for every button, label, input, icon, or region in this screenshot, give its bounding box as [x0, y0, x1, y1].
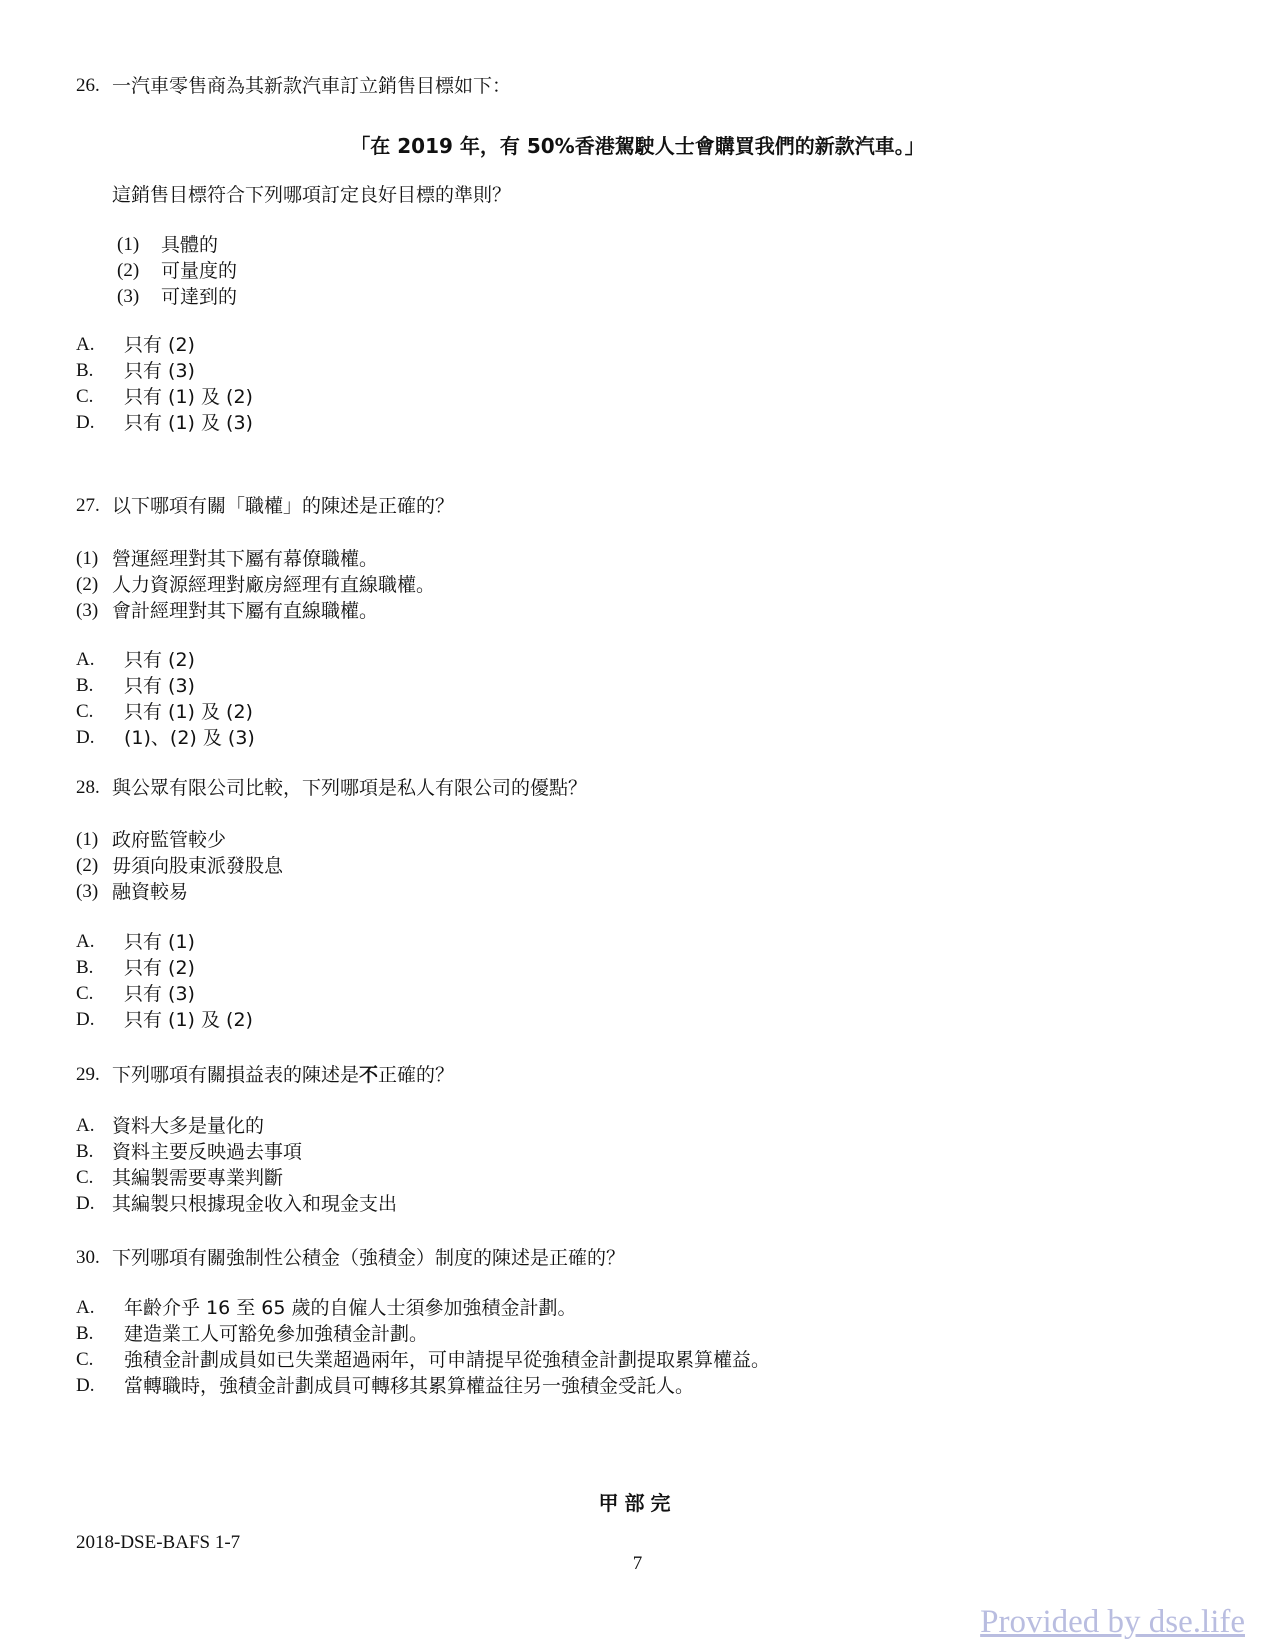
q26-option-c: 只有 (1) 及 (2) — [124, 386, 253, 408]
q30-option-d: 當轉職時，強積金計劃成員可轉移其累算權益往另一強積金受託人。 — [124, 1375, 695, 1397]
q29-option-d: 其編製只根據現金收入和現金支出 — [112, 1193, 398, 1215]
q26-stem: 一汽車零售商為其新款汽車訂立銷售目標如下： — [112, 75, 512, 97]
q27-statement-num: (1) — [76, 548, 99, 569]
q28-option-a: 只有 (1) — [124, 931, 195, 953]
q28-option-letter: C. — [76, 983, 94, 1004]
section-end-heading: 甲部完 — [598, 1491, 677, 1515]
q29-stem-emphasis: 不 — [359, 1064, 379, 1086]
q27-option-a: 只有 (2) — [124, 649, 195, 671]
q26-statement-text: 具體的 — [161, 234, 219, 256]
q27-option-letter: A. — [76, 649, 95, 670]
q29-option-letter: C. — [76, 1167, 94, 1188]
q28-option-letter: A. — [76, 931, 95, 952]
q28-statement-num: (1) — [76, 829, 99, 850]
q28-option-d: 只有 (1) 及 (2) — [124, 1009, 253, 1031]
q26-statement-text: 可量度的 — [161, 260, 238, 282]
q30-number: 30. — [76, 1247, 100, 1268]
q27-stem: 以下哪項有關「職權」的陳述是正確的？ — [112, 495, 455, 517]
q27-statement-text: 營運經理對其下屬有幕僚職權。 — [112, 548, 379, 570]
q29-option-c: 其編製需要專業判斷 — [112, 1167, 284, 1189]
q27-option-d: (1)、(2) 及 (3) — [124, 727, 255, 749]
q30-option-letter: B. — [76, 1323, 94, 1344]
q30-option-c: 強積金計劃成員如已失業超過兩年，可申請提早從強積金計劃提取累算權益。 — [124, 1349, 771, 1371]
page-number: 7 — [632, 1553, 643, 1574]
q30-stem: 下列哪項有關強制性公積金（強積金）制度的陳述是正確的？ — [112, 1247, 626, 1269]
q30-option-letter: A. — [76, 1297, 95, 1318]
q26-option-letter: D. — [76, 412, 95, 433]
q27-option-c: 只有 (1) 及 (2) — [124, 701, 253, 723]
q29-option-a: 資料大多是量化的 — [112, 1115, 265, 1137]
q26-option-a: 只有 (2) — [124, 334, 195, 356]
q27-statement-num: (3) — [76, 600, 99, 621]
q26-number: 26. — [76, 75, 100, 96]
q27-option-b: 只有 (3) — [124, 675, 195, 697]
q26-question: 這銷售目標符合下列哪項訂定良好目標的準則？ — [112, 184, 512, 206]
q26-statement-num: (2) — [117, 260, 140, 281]
q28-statement-text: 毋須向股東派發股息 — [112, 855, 284, 877]
q26-option-b: 只有 (3) — [124, 360, 195, 382]
q26-option-letter: B. — [76, 360, 94, 381]
q30-option-b: 建造業工人可豁免參加強積金計劃。 — [124, 1323, 429, 1345]
q29-number: 29. — [76, 1064, 100, 1085]
q28-number: 28. — [76, 777, 100, 798]
watermark-link[interactable]: Provided by dse.life — [980, 1604, 1245, 1640]
q27-option-letter: C. — [76, 701, 94, 722]
q29-stem-after: 正確的？ — [378, 1064, 455, 1086]
q26-option-letter: C. — [76, 386, 94, 407]
q30-option-letter: D. — [76, 1375, 95, 1396]
exam-paper-code: 2018-DSE-BAFS 1-7 — [76, 1532, 241, 1553]
q29-option-b: 資料主要反映過去事項 — [112, 1141, 303, 1163]
q29-stem-before: 下列哪項有關損益表的陳述是 — [112, 1064, 360, 1086]
q30-option-a: 年齡介乎 16 至 65 歲的自僱人士須參加強積金計劃。 — [124, 1297, 577, 1319]
q27-statement-num: (2) — [76, 574, 99, 595]
q28-stem: 與公眾有限公司比較，下列哪項是私人有限公司的優點？ — [112, 777, 588, 799]
q27-option-letter: B. — [76, 675, 94, 696]
q26-option-d: 只有 (1) 及 (3) — [124, 412, 253, 434]
q30-option-letter: C. — [76, 1349, 94, 1370]
q27-number: 27. — [76, 495, 100, 516]
q27-option-letter: D. — [76, 727, 95, 748]
q28-option-letter: D. — [76, 1009, 95, 1030]
q26-slogan: 「在 2019 年，有 50%香港駕駛人士會購買我們的新款汽車。」 — [350, 134, 925, 158]
q26-statement-num: (3) — [117, 286, 140, 307]
q29-option-letter: D. — [76, 1193, 95, 1214]
q28-option-letter: B. — [76, 957, 94, 978]
q28-statement-text: 政府監管較少 — [112, 829, 227, 851]
q27-statement-text: 人力資源經理對廠房經理有直線職權。 — [112, 574, 436, 596]
q28-option-c: 只有 (3) — [124, 983, 195, 1005]
q26-option-letter: A. — [76, 334, 95, 355]
q28-option-b: 只有 (2) — [124, 957, 195, 979]
q28-statement-text: 融資較易 — [112, 881, 189, 903]
q28-statement-num: (2) — [76, 855, 99, 876]
q27-statement-text: 會計經理對其下屬有直線職權。 — [112, 600, 379, 622]
q29-stem — [112, 1063, 454, 1087]
q29-option-letter: B. — [76, 1141, 94, 1162]
q29-option-letter: A. — [76, 1115, 95, 1136]
q26-statement-text: 可達到的 — [161, 286, 238, 308]
q28-statement-num: (3) — [76, 881, 99, 902]
q26-statement-num: (1) — [117, 234, 140, 255]
